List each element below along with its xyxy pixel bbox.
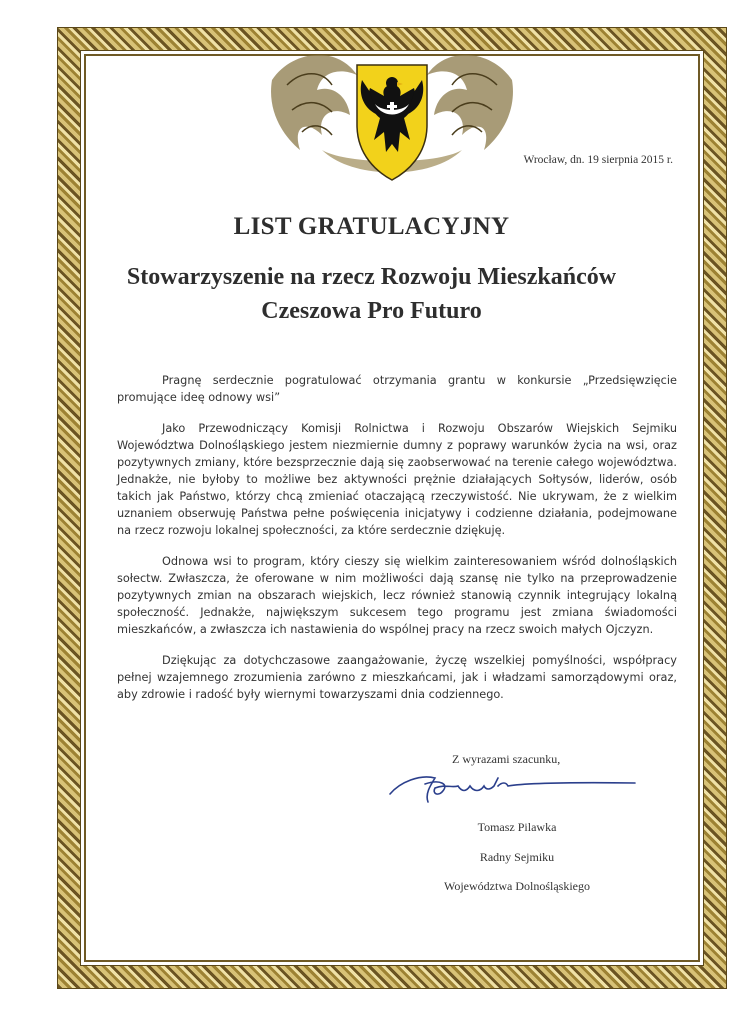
letter-title: LIST GRATULACYJNY xyxy=(233,213,510,240)
crest-ornament xyxy=(262,40,522,190)
body-paragraph: Odnowa wsi to program, który cieszy się wielkim zainteresowaniem wśród dolnośląskich sołectw. Zwłaszcza, że oferowane w nim możliwości dają szansę nie tylko na przeprowadzenie pozytywnych zmian na obszarach wiejskich, lecz również stanowią czynnik integrujący lokalną społeczność. Jednakże, największym sukcesem tego programu jest zmiana świadomości mieszkańców, a zwłaszcza ich nastawienia do wspólnej pracy na rzecz swoich małych Ojczyzn. xyxy=(117,555,677,636)
body-paragraph: Jako Przewodniczący Komisji Rolnictwa i Rozwoju Obszarów Wiejskich Sejmiku Województwa Dolnośląskiego jestem niezmiernie dumny z poprawy warunków życia na wsi, oraz pozytywnych zmiany, które bezsprzecznie dają się zaobserwować na terenie całego województwa. Jednakże, nie byłoby to możliwe bez aktywności prężnie działających Sołtysów, liderów, osób takich jak Państwo, którzy chcą zmieniać otaczającą rzeczywistość. Nie ukrywam, że z wielkim uznaniem obserwuję Państwa pełne poświęcenia inicjatywy i codzienne działania, podejmowane na rzecz rozwoju lokalnej społeczności, za które serdecznie dziękuję. xyxy=(117,422,677,537)
place-and-date: Wrocław, dn. 19 sierpnia 2015 r. xyxy=(523,154,673,166)
signer-name: Tomasz Pilawka xyxy=(477,820,557,834)
closing-salutation: Z wyrazami szacunku, xyxy=(452,752,561,766)
signer-region: Województwa Dolnośląskiego xyxy=(443,879,590,893)
recipient-organization xyxy=(0,260,743,328)
letter-body xyxy=(117,372,677,717)
coat-of-arms-icon xyxy=(262,40,522,190)
signature-mark xyxy=(380,764,640,810)
signer-role: Radny Sejmiku xyxy=(479,850,555,864)
body-paragraph: Pragnę serdecznie pogratulować otrzymania grantu w konkursie „Przedsięwzięcie promujące ideę odnowy wsi” xyxy=(117,374,677,404)
recipient-line-2: Czeszowa Pro Futuro xyxy=(261,298,482,324)
recipient-line-1: Stowarzyszenie na rzecz Rozwoju Mieszkańców xyxy=(126,264,617,290)
body-paragraph: Dziękując za dotychczasowe zaangażowanie, życzę wszelkiej pomyślności, współpracy pełnej wzajemnego zrozumienia zarówno z mieszkańcami, jak i władzami samorządowymi oraz, aby zdrowie i radość były wiernymi towarzyszami dnia codziennego. xyxy=(117,654,677,701)
